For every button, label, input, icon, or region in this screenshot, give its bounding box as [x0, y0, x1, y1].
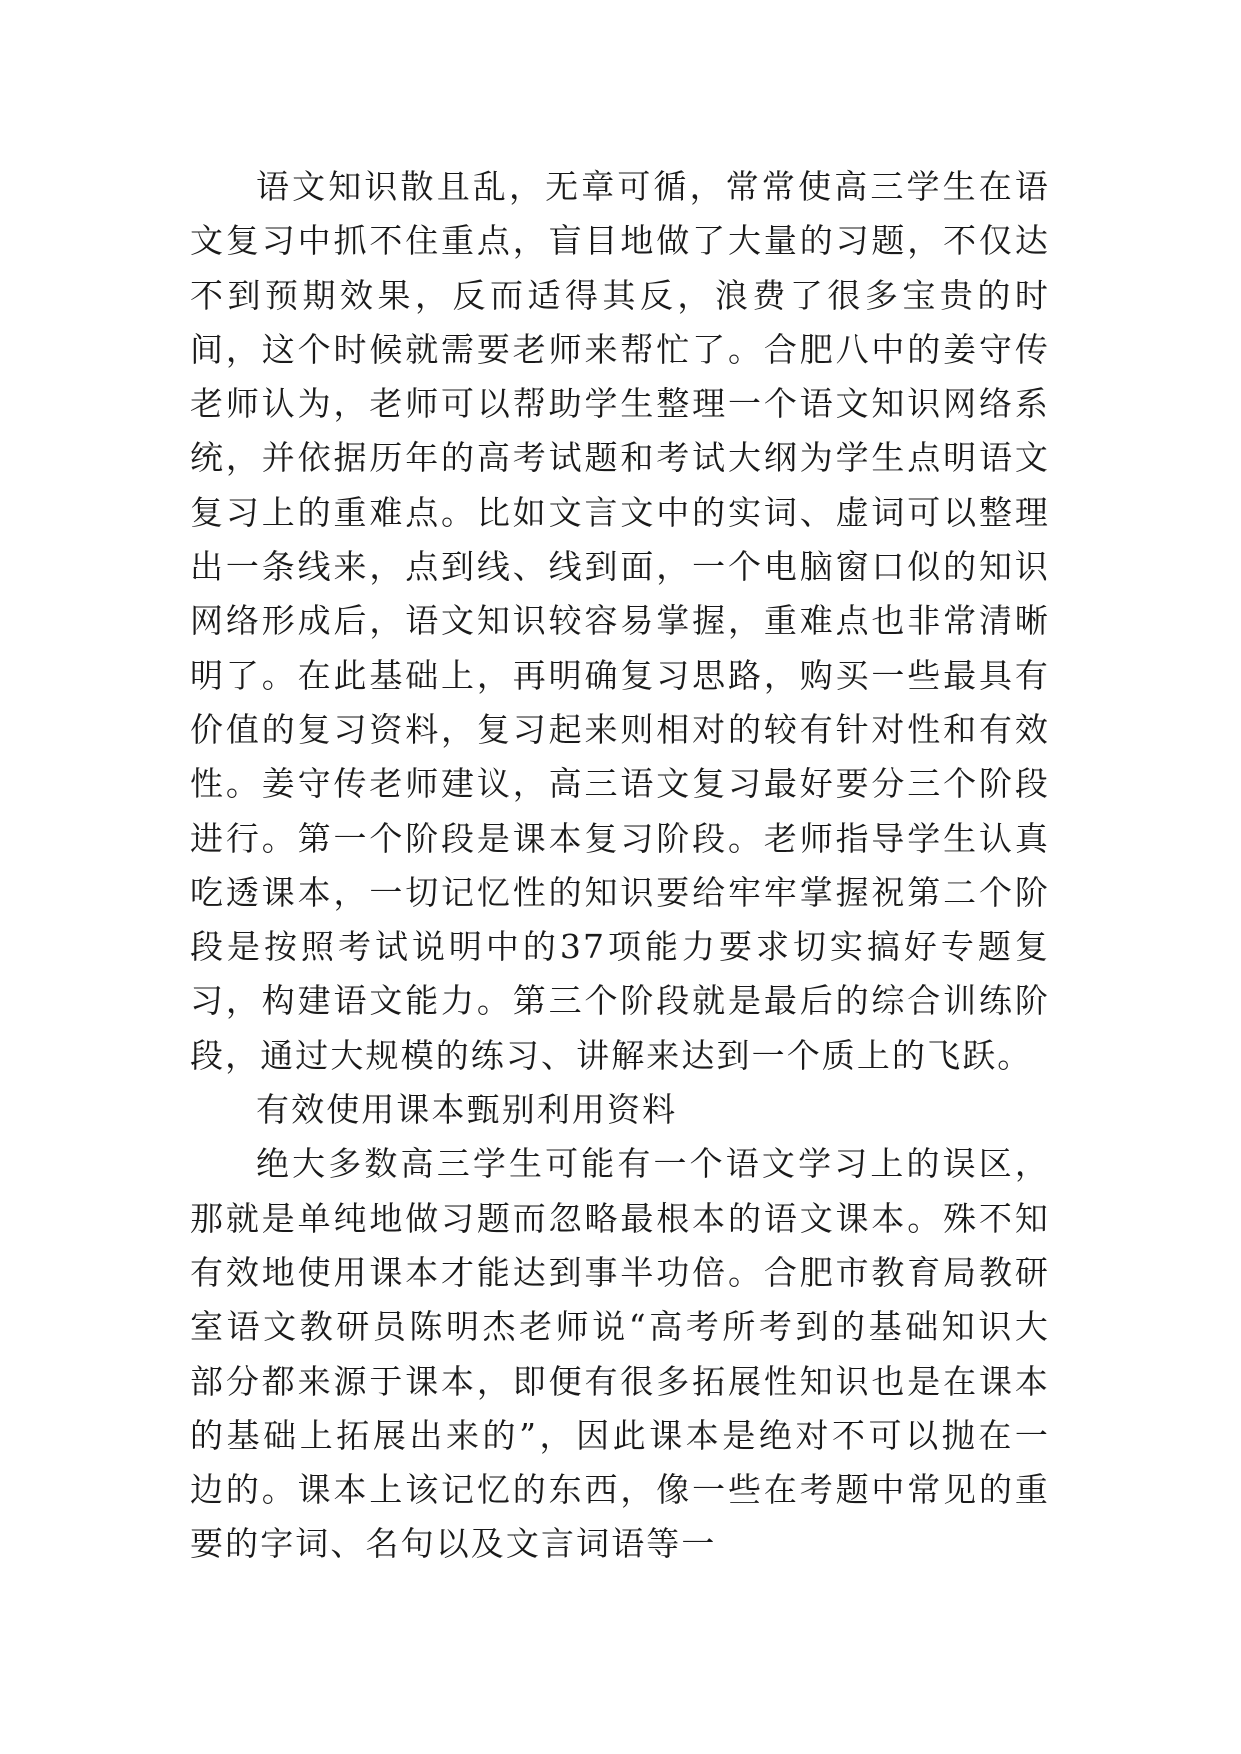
paragraph-review-method: 语文知识散且乱，无章可循，常常使高三学生在语文复习中抓不住重点，盲目地做了大量的习题，不仅达不到预期效果，反而适得其反，浪费了很多宝贵的时间，这个时候就需要老师来帮忙了。合肥八中的姜守传老师认为，老师可以帮助学生整理一个语文知识网络系统，并依据历年的高考试题和考试大纲为学生点明语文复习上的重难点。比如文言文中的实词、虚词可以整理出一条线来，点到线、线到面，一个电脑窗口似的知识网络形成后，语文知识较容易掌握，重难点也非常清晰明了。在此基础上，再明确复习思路，购买一些最具有价值的复习资料，复习起来则相对的较有针对性和有效性。姜守传老师建议，高三语文复习最好要分三个阶段进行。第一个阶段是课本复习阶段。老师指导学生认真吃透课本，一切记忆性的知识要给牢牢掌握祝第二个阶段是按照考试说明中的37项能力要求切实搞好专题复习，构建语文能力。第三个阶段就是最后的综合训练阶段，通过大规模的练习、讲解来达到一个质上的飞跃。 [190, 167, 1050, 1075]
paragraph-textbook-usage: 绝大多数高三学生可能有一个语文学习上的误区，那就是单纯地做习题而忽略最根本的语文课本。殊不知有效地使用课本才能达到事半功倍。合肥市教育局教研室语文教研员陈明杰老师说“高考所考到的基础知识大部分都来源于课本，即便有很多拓展性知识也是在课本的基础上拓展出来的”，因此课本是绝对不可以抛在一边的。课本上该记忆的东西，像一些在考题中常见的重要的字词、名句以及文言词语等一 [190, 1144, 1050, 1564]
document-body [190, 160, 1050, 1572]
section-heading: 有效使用课本甄别利用资料 [256, 1090, 678, 1130]
